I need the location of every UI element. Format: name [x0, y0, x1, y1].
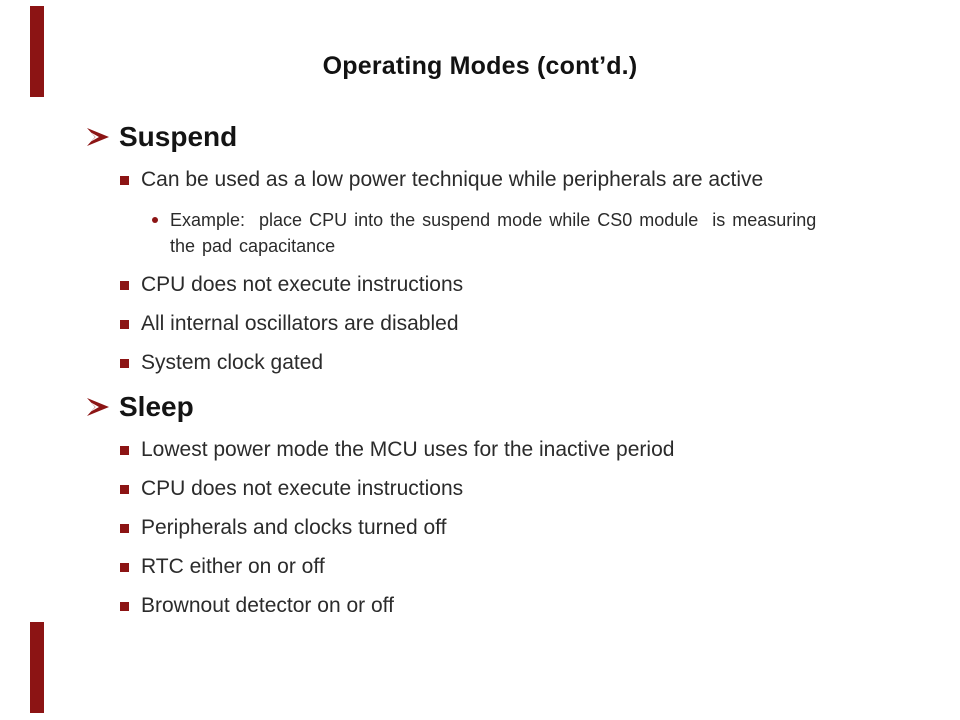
list-item: [120, 168, 895, 192]
square-bullet-icon: [120, 524, 129, 533]
list-item-text: [141, 168, 763, 192]
dot-bullet-icon: [152, 217, 158, 223]
list-item-text: [141, 477, 463, 501]
list-item: [120, 477, 895, 501]
slide-content: [85, 120, 895, 633]
list-item-text: [141, 594, 394, 618]
bullet-section: [85, 120, 895, 375]
list-item: [120, 594, 895, 618]
slide-title: Operating Modes (cont’d.): [322, 52, 638, 80]
square-bullet-icon: [120, 563, 129, 572]
square-bullet-icon: [120, 485, 129, 494]
arrowhead-right-icon: [85, 125, 111, 149]
list-item-text: [141, 273, 463, 297]
bullet-line: the pad capacitance: [170, 236, 336, 256]
list-item-text: [141, 516, 446, 540]
square-bullet-icon: [120, 359, 129, 368]
section-heading: Sleep: [119, 391, 194, 422]
list-item-text: [141, 438, 674, 462]
bullet-line: Can be used as a low power technique while peripherals are active: [141, 168, 764, 191]
sub-list-item-text: [170, 207, 816, 259]
bullet-line: Peripherals and clocks turned off: [141, 516, 447, 539]
section-heading-row: [85, 390, 895, 424]
arrowhead-right-icon: [85, 395, 111, 419]
bottom-left-accent-bar: [30, 622, 44, 713]
square-bullet-icon: [120, 320, 129, 329]
list-item: [120, 312, 895, 336]
square-bullet-icon: [120, 446, 129, 455]
sub-list-item: [152, 207, 895, 259]
bullet-line: CPU does not execute instructions: [141, 477, 464, 500]
list-item: [120, 351, 895, 375]
bullet-line: RTC either on or off: [141, 555, 325, 578]
bullet-section: [85, 390, 895, 618]
list-item: [120, 516, 895, 540]
bullet-line: Brownout detector on or off: [141, 594, 394, 617]
square-bullet-icon: [120, 281, 129, 290]
bullet-line: CPU does not execute instructions: [141, 273, 464, 296]
list-item: [120, 438, 895, 462]
section-heading-row: [85, 120, 895, 154]
bullet-line: Lowest power mode the MCU uses for the inactive period: [141, 438, 675, 461]
bullet-line: All internal oscillators are disabled: [141, 312, 459, 335]
bullet-line: Example: place CPU into the suspend mode while CS0 module is measuring: [170, 210, 817, 230]
list-item-text: [141, 555, 325, 579]
list-item-text: [141, 351, 323, 375]
list-item-text: [141, 312, 459, 336]
list-item: [120, 273, 895, 297]
section-heading: Suspend: [119, 121, 238, 152]
square-bullet-icon: [120, 602, 129, 611]
bullet-line: System clock gated: [141, 351, 324, 374]
list-item: [120, 555, 895, 579]
square-bullet-icon: [120, 176, 129, 185]
